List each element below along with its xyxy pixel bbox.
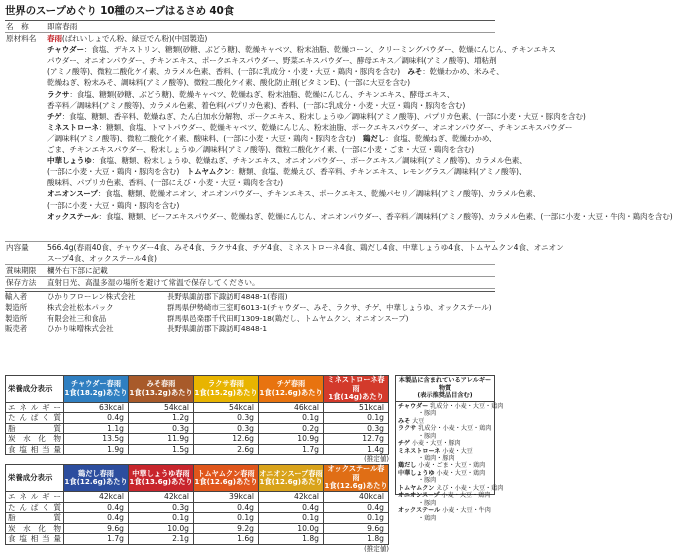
nutrient-value: 0.3g (194, 423, 259, 434)
allergy-line: ラクサ 乳成分・小麦・大豆・鶏肉 (398, 425, 492, 433)
soup-header (129, 465, 194, 492)
mfr-name: ひかり味噌株式会社 (47, 324, 114, 334)
manufacturer-block (5, 291, 495, 334)
mfr-name: ひかりフローレン株式会社 (47, 292, 136, 302)
nutrient-value: 0.4g (259, 502, 324, 513)
product-info-block (5, 20, 673, 289)
soup-serving: 1食(15.2g)あたり (194, 387, 258, 397)
soup-header (194, 465, 259, 492)
nutrient-label: 食塩相当量 (6, 534, 64, 545)
soup-serving: 1食(18.2g)あたり (64, 387, 128, 397)
expiry-key: 賞味期限 (6, 266, 37, 276)
allergy-line: トムヤムクン えび・小麦・大豆・鶏肉 (398, 484, 504, 492)
contents-value: 566.4g(春雨40食、チャウダー4食、みそ4食、ラクサ4食、チゲ4食、ミネストローネ4食、鶏だし4食、中華しょうゆ4食、トムヤムクン4食、オニオン (47, 243, 564, 253)
allergy-line: オックステール 小麦・大豆・牛肉 (398, 507, 491, 515)
contents-key: 内容量 (6, 243, 29, 253)
soup-name: チャウダー春雨 (70, 379, 122, 389)
nutrient-value: 0.3g (194, 413, 259, 424)
allergy-line: ・鶏肉・豚肉 (418, 454, 455, 462)
nutrient-value: 51kcal (324, 402, 389, 413)
expiry-value: 欄外右下部に記載 (47, 266, 108, 276)
nutrient-value: 42kcal (129, 491, 194, 502)
mfr-address: 長野県諏訪郡下諏訪町4848-1(春雨) (167, 292, 288, 302)
soup-header (324, 376, 389, 403)
mfr-row (5, 314, 495, 325)
nutrition-header-label: 栄養成分表示 (6, 465, 64, 492)
allergy-line: ・豚肉 (418, 410, 437, 418)
ingredients-line: (アミノ酸等)、微粒二酸化ケイ素、カラメル色素、香料、(一部に乳成分・小麦・大豆・鶏肉・豚肉を含む) みそ：乾燥わかめ、米みそ、 (47, 67, 504, 77)
estimated-note: (推定値) (364, 544, 389, 553)
nutrient-label: たんぱく質 (6, 413, 64, 424)
allergy-line: ・豚肉 (418, 499, 437, 507)
nutrition-table (5, 464, 389, 544)
soup-name: チゲ春雨 (276, 379, 306, 389)
soup-header (129, 376, 194, 403)
name-row (5, 21, 495, 33)
ingredients-line: パウダー、オニオンパウダー、チキンエキス、ポークエキスパウダー、野菜エキスパウダー、酵母エキス／調味料(アミノ酸等)、増粘剤 (47, 56, 497, 66)
allergy-line: チャウダー 乳成分・小麦・大豆・鶏肉 (398, 402, 504, 410)
nutrition-and-allergy (5, 375, 504, 553)
nutrient-value: 0.3g (324, 423, 389, 434)
mfr-key: 販売者 (5, 324, 28, 334)
allergy-line: チゲ 小麦・大豆・豚肉 (398, 440, 461, 448)
allergy-line: 鶏だし 小麦・ごま・大豆・鶏肉 (398, 462, 486, 470)
ingredients-line: ごま、チキンエキスパウダー、粉末しょうゆ／調味料(アミノ酸等)、微粒二酸化ケイ素、(一部に小麦・ごま・大豆・鶏肉を含む) (47, 145, 474, 155)
soup-serving: 1食(12.6g)あたり (64, 477, 128, 487)
soup-header (259, 465, 324, 492)
contents-row (5, 242, 564, 265)
ingredients-line: オックステール：食塩、糖類、ビーフエキスパウダー、乾燥ねぎ、乾燥にんじん、オニオンパウダー、香辛料／調味料(アミノ酸等)、カラメル色素、(一部に小麦・大豆・牛肉・鶏肉を含む) (47, 211, 673, 221)
allergy-panel (395, 375, 504, 522)
allergy-line: ミネストローネ 小麦・大豆 (398, 447, 473, 455)
name-value: 即席春雨 (47, 22, 78, 31)
nutrient-value: 1.7g (64, 534, 129, 545)
nutrient-value: 42kcal (259, 491, 324, 502)
nutrient-value: 0.1g (324, 513, 389, 524)
nutrient-value: 12.7g (324, 434, 389, 445)
soup-header (194, 376, 259, 403)
soup-serving: 1食(13.2g)あたり (129, 387, 193, 397)
nutrient-label: たんぱく質 (6, 502, 64, 513)
nutrient-value: 1.7g (259, 444, 324, 455)
nutrient-value: 1.8g (324, 534, 389, 545)
nutrient-label: 炭水化物 (6, 523, 64, 534)
soup-serving: 1食(12.6g)あたり (324, 481, 388, 491)
ingredients-line: ラクサ：食塩、糖類(砂糖、ぶどう糖)、乾燥キャベツ、乾燥ねぎ、粉末油脂、乾燥にんじん、チキンエキス、酵母エキス、 (47, 89, 455, 99)
nutrient-value: 2.1g (129, 534, 194, 545)
allergy-line: みそ 大豆 (398, 417, 425, 425)
ingredients-line: ミネストローネ：糖類、食塩、トマトパウダー、乾燥キャベツ、乾燥にんじん、粉末油脂、ポークエキスパウダー、オニオンパウダー、チキンエキスパウダー (47, 122, 573, 132)
ingredients-line: 酸味料、パプリカ色素、香料、(一部にえび・小麦・大豆・鶏肉を含む) (47, 178, 283, 188)
soup-serving: 1食(13.6g)あたり (129, 477, 193, 487)
nutrient-value: 0.1g (259, 413, 324, 424)
contents-value-2: スープ4食、オックステール4食) (47, 254, 157, 264)
soup-name: みそ春雨 (146, 379, 176, 389)
ingredients-line: 春雨(ばれいしょでん粉、緑豆でん粉)(中国製造) (47, 34, 208, 44)
nutrition-table (5, 375, 389, 455)
nutrient-value: 0.1g (324, 413, 389, 424)
allergy-header-line2: (表示推奨品目含む) (417, 392, 473, 400)
nutrient-value: 46kcal (259, 402, 324, 413)
soup-name: オニオンスープ春雨 (259, 468, 323, 478)
nutrient-value: 2.6g (194, 444, 259, 455)
allergy-line: 中華しょうゆ 小麦・大豆・鶏肉 (398, 469, 486, 477)
nutrient-value: 10.0g (129, 523, 194, 534)
nutrient-value: 12.6g (194, 434, 259, 445)
nutrient-value: 0.1g (259, 513, 324, 524)
mfr-row (5, 303, 495, 314)
nutrient-value: 1.6g (194, 534, 259, 545)
name-key: 名 称 (6, 22, 29, 31)
nutrient-value: 1.8g (259, 534, 324, 545)
nutrient-value: 42kcal (64, 491, 129, 502)
mfr-key: 製造所 (5, 313, 28, 323)
allergy-line: ・豚肉 (418, 432, 437, 440)
nutrient-value: 11.9g (129, 434, 194, 445)
nutrient-value: 0.2g (259, 423, 324, 434)
nutrient-value: 0.4g (194, 502, 259, 513)
nutrient-value: 1.9g (64, 444, 129, 455)
soup-serving: 1食(12.6g)あたり (259, 477, 323, 487)
allergy-line: ・豚肉 (418, 477, 437, 485)
nutrient-label: 炭水化物 (6, 434, 64, 445)
ingredients-line: チャウダー：食塩、デキストリン、糖類(砂糖、ぶどう糖)、乾燥キャベツ、粉末油脂、乾燥コーン、クリーミングパウダー、乾燥にんじん、チキンエキス (47, 45, 556, 55)
nutrition-header-label: 栄養成分表示 (6, 376, 64, 403)
allergy-line: ・鶏肉 (418, 514, 437, 522)
storage-key: 保存方法 (6, 278, 37, 288)
soup-name: ミネストローネ春雨 (327, 375, 385, 393)
nutrient-value: 54kcal (194, 402, 259, 413)
nutrient-value: 0.4g (64, 513, 129, 524)
mfr-row (5, 292, 495, 303)
storage-value: 直射日光、高温多湿の場所を避けて常温で保存してください。 (47, 278, 260, 288)
ingredients-line: (一部に小麦・大豆・鶏肉・豚肉を含む) トムヤムクン：糖類、食塩、乾燥えび、香辛料、チキンエキス、レモングラス／調味料(アミノ酸等)、 (47, 167, 527, 177)
nutrient-label: エネルギー (6, 491, 64, 502)
soup-header (259, 376, 324, 403)
mfr-key: 輸入者 (5, 292, 28, 302)
ingredients-line: オニオンスープ：食塩、糖類、乾燥オニオン、オニオンパウダー、チキンエキス、ポークエキス、乾燥パセリ／調味料(アミノ酸等)、カラメル色素、 (47, 189, 541, 199)
nutrition-panel (5, 375, 389, 553)
mfr-key: 製造所 (5, 303, 28, 313)
soup-name: ラクサ春雨 (208, 379, 244, 389)
nutrient-value: 0.1g (194, 513, 259, 524)
nutrient-value: 0.4g (324, 502, 389, 513)
contents-value-box (47, 242, 564, 264)
estimated-note: (推定値) (364, 455, 389, 464)
soup-name: オックステール春雨 (327, 464, 385, 482)
soup-header (64, 465, 129, 492)
nutrient-value: 10.0g (259, 523, 324, 534)
soup-header (324, 465, 389, 492)
nutrient-label: エネルギー (6, 402, 64, 413)
nutrient-value: 1.5g (129, 444, 194, 455)
mfr-name: 株式会社松本パック (47, 303, 114, 313)
mfr-address: 群馬県伊勢崎市三室町6013-1(チャウダー、みそ、ラクサ、チゲ、中華しょうゆ、オックステール) (167, 303, 492, 313)
nutrient-value: 63kcal (64, 402, 129, 413)
soup-name: トムヤムクン春雨 (197, 468, 255, 478)
soup-serving: 1食(14g)あたり (328, 392, 384, 401)
storage-row (5, 277, 495, 289)
allergy-line: オニオンスープ 小麦・大豆・鶏肉 (398, 492, 491, 500)
nutrient-value: 13.5g (64, 434, 129, 445)
soup-name: 中華しょうゆ春雨 (132, 468, 190, 478)
ingredients-line: チゲ：食塩、糖類、香辛料、乾燥ねぎ、たん白加水分解物、ポークエキス、粉末しょうゆ／調味料(アミノ酸等)、パプリカ色素、(一部に小麦・大豆・豚肉を含む) (47, 111, 586, 121)
nutrient-value: 0.3g (129, 502, 194, 513)
ingredients-row (5, 33, 673, 242)
nutrient-value: 1.4g (324, 444, 389, 455)
nutrient-label: 脂 質 (6, 423, 64, 434)
nutrient-label: 脂 質 (6, 513, 64, 524)
soup-serving: 1食(12.6g)あたり (259, 387, 323, 397)
ingredients-line: 乾燥ねぎ、粉末みそ、調味料(アミノ酸等)、微粒二酸化ケイ素、酸化防止剤(ビタミンE)、(一部に大豆を含む) (47, 78, 410, 88)
nutrient-value: 9.6g (64, 523, 129, 534)
ingredients-key: 原材料名 (6, 34, 37, 44)
ingredients-line: 中華しょうゆ：食塩、糖類、粉末しょうゆ、乾燥ねぎ、チキンエキス、オニオンパウダー、ポークエキス／調味料(アミノ酸等)、カラメル色素、 (47, 156, 527, 166)
ingredients-line: 香辛料／調味料(アミノ酸等)、カラメル色素、着色料(パプリカ色素)、香料、(一部に乳成分・小麦・大豆・鶏肉・豚肉を含む) (47, 100, 466, 110)
product-title: 世界のスープめぐり 10種のスープはるさめ 40食 (5, 5, 234, 17)
nutrient-value: 9.6g (324, 523, 389, 534)
allergy-list (396, 402, 504, 523)
allergy-header (396, 376, 494, 402)
mfr-name: 有限会社三和食品 (47, 313, 107, 323)
nutrient-value: 40kcal (324, 491, 389, 502)
nutrient-value: 0.4g (64, 413, 129, 424)
mfr-row (5, 324, 495, 335)
nutrient-value: 54kcal (129, 402, 194, 413)
ingredients-text (47, 33, 673, 241)
mfr-address: 長野県諏訪郡下諏訪町4848-1 (167, 324, 268, 334)
soup-serving: 1食(12.6g)あたり (194, 477, 258, 487)
nutrient-value: 39kcal (194, 491, 259, 502)
nutrient-value: 10.9g (259, 434, 324, 445)
ingredients-line: ／調味料(アミノ酸等)、微粒二酸化ケイ素、酸味料、(一部に小麦・大豆・鶏肉・豚肉を含む) 鶏だし：食塩、乾燥ねぎ、乾燥わかめ、 (47, 133, 497, 143)
nutrient-value: 0.1g (129, 513, 194, 524)
nutrient-value: 0.4g (64, 502, 129, 513)
nutrient-value: 1.1g (64, 423, 129, 434)
nutrient-value: 9.2g (194, 523, 259, 534)
soup-name: 鶏だし春雨 (78, 468, 114, 478)
expiry-row (5, 265, 495, 277)
mfr-address: 群馬県邑楽郡千代田町1309-18(鶏だし、トムヤムクン、オニオンスープ) (167, 313, 409, 323)
nutrient-value: 1.2g (129, 413, 194, 424)
nutrient-value: 0.3g (129, 423, 194, 434)
allergy-header-line1: 本製品に含まれているアレルギー物質 (398, 377, 492, 392)
ingredients-line: (一部に小麦・大豆・鶏肉・豚肉を含む) (47, 200, 180, 210)
soup-header (64, 376, 129, 403)
nutrient-label: 食塩相当量 (6, 444, 64, 455)
